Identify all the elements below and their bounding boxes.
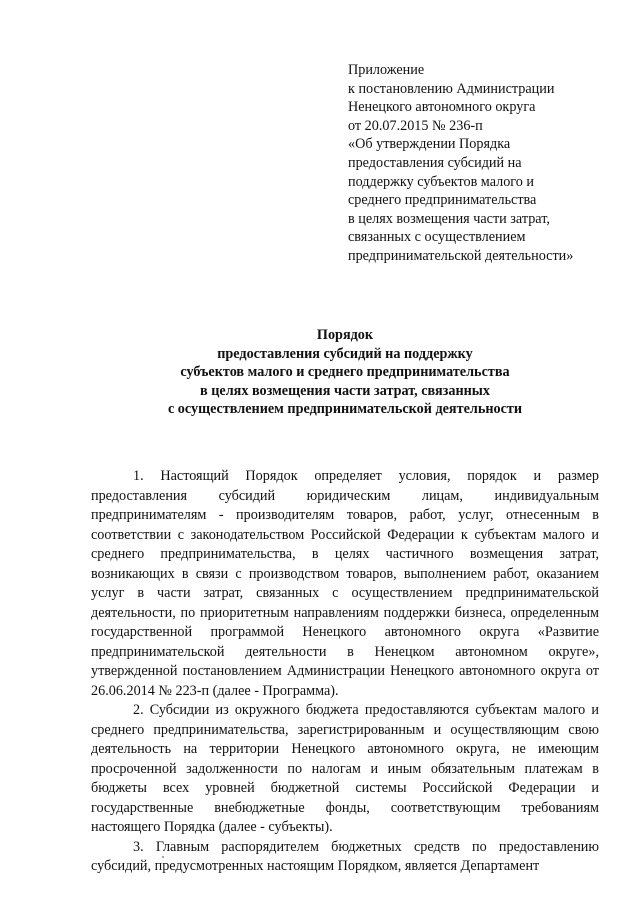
title-line: предоставления субсидий на поддержку (217, 345, 473, 362)
appendix-block (348, 61, 633, 266)
paragraph-3: 3. Главным распорядителем бюджетных средств по предоставлению субсидий, предусмотренных настоящим Порядком, является Департамент (91, 838, 599, 874)
document-title (90, 326, 600, 419)
appendix-line: «Об утверждении Порядка (348, 136, 511, 153)
appendix-line: Ненецкого автономного округа (348, 99, 536, 116)
appendix-line: предпринимательской деятельности» (348, 247, 574, 264)
document-body (91, 467, 599, 877)
paragraph-2: 2. Субсидии из окружного бюджета предоставляются субъектам малого и среднего предпринимательства, зарегистрированным и осуществляющим свою деятельность на территории Ненецкого автономного округа, не имеющим просроченной задолженности по налогам и иным обязательным платежам в бюджеты всех уровней бюджетной системы Российской Федерации и государственные внебюджетные фонды, соответствующим требованиям настоящего Порядка (далее - субъекты). (91, 702, 599, 835)
appendix-line: Приложение (348, 62, 425, 78)
appendix-line: среднего предпринимательства (348, 192, 537, 209)
scan-dot (162, 856, 164, 858)
appendix-line: от 20.07.2015 № 236-п (348, 117, 483, 134)
appendix-line: в целях возмещения части затрат, (348, 210, 550, 227)
appendix-line: связанных с осуществлением (348, 229, 526, 246)
appendix-line: поддержку субъектов малого и (348, 173, 534, 190)
title-line: с осуществлением предпринимательской деятельности (167, 401, 523, 418)
appendix-line: предоставления субсидий на (348, 154, 522, 171)
appendix-line: к постановлению Администрации (348, 80, 555, 97)
title-line: Порядок (316, 327, 374, 343)
title-line: в целях возмещения части затрат, связанных (200, 382, 490, 399)
title-line: субъектов малого и среднего предпринимательства (180, 364, 510, 381)
paragraph-1: 1. Настоящий Порядок определяет условия, порядок и размер предоставления субсидий юридическим лицам, индивидуальным предпринимателям - производителям товаров, работ, услуг, отнесенным в соответствии с законодательством Российской Федерации к субъектам малого и среднего предпринимательства, в целях частичного возмещения затрат, возникающих в связи с производством товаров, выполнением работ, оказанием услуг в части затрат, связанных с осуществлением предпринимательской деятельности, по приоритетным направлениям поддержки бизнеса, определенным государственной программой Ненецкого автономного округа «Развитие предпринимательской деятельности в Ненецком автономном округе», утвержденной постановлением Администрации Ненецкого автономного округа от 26.06.2014 № 223-п (далее - Программа). (91, 468, 599, 699)
